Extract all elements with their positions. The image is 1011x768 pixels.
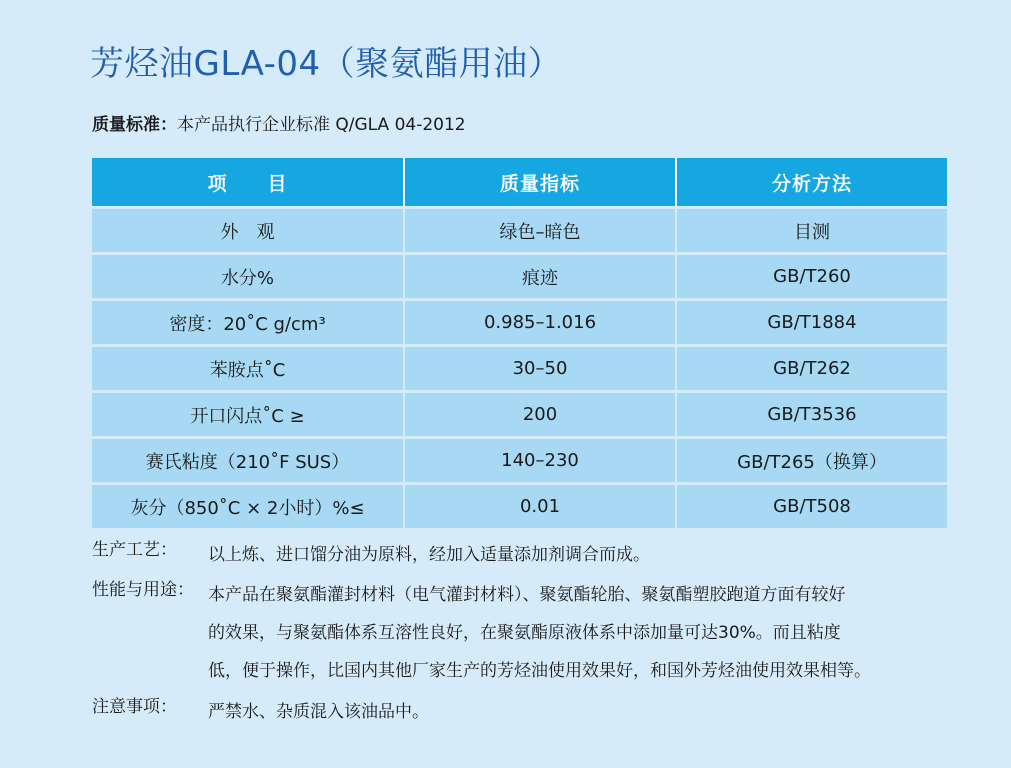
- process-label: 生产工艺：: [92, 540, 177, 560]
- quality-standard: [92, 110, 466, 135]
- quality-standard-text: 本产品执行企业标准 Q/GLA 04-2012: [177, 115, 466, 135]
- cell-item: 苯胺点˚C: [92, 346, 404, 392]
- table-row: [92, 392, 947, 438]
- usage-label: 性能与用途：: [92, 580, 194, 600]
- notice-text: 严禁水、杂质混入该油品中。: [208, 702, 429, 722]
- process-text: 以上炼、进口馏分油为原料，经加入适量添加剂调合而成。: [208, 545, 650, 565]
- cell-item: 开口闪点˚C ≥: [92, 392, 404, 438]
- usage-line: 低，便于操作，比国内其他厂家生产的芳烃油使用效果好，和国外芳烃油使用效果相等。: [208, 661, 871, 681]
- header-method: 分析方法: [676, 158, 947, 208]
- cell-spec: 30–50: [404, 346, 676, 392]
- cell-spec: 200: [404, 392, 676, 438]
- cell-item: 外 观: [92, 208, 404, 254]
- cell-spec: 痕迹: [404, 254, 676, 300]
- quality-standard-label: 质量标准：: [92, 115, 177, 135]
- cell-method: GB/T3536: [676, 392, 947, 438]
- cell-spec: 0.985–1.016: [404, 300, 676, 346]
- usage-line: 的效果，与聚氨酯体系互溶性良好，在聚氨酯原液体系中添加量可达30%。而且粘度: [208, 623, 841, 643]
- cell-item: 灰分（850˚C × 2小时）%≤: [92, 484, 404, 529]
- cell-method: GB/T260: [676, 254, 947, 300]
- cell-method: GB/T1884: [676, 300, 947, 346]
- cell-item: 密度：20˚C g/cm³: [92, 300, 404, 346]
- table-header-row: [92, 158, 947, 208]
- spec-table: [92, 158, 947, 528]
- header-item: 项 目: [92, 158, 404, 208]
- cell-method: GB/T508: [676, 484, 947, 529]
- cell-spec: 140–230: [404, 438, 676, 484]
- table-row: [92, 346, 947, 392]
- cell-method: GB/T265（换算）: [676, 438, 947, 484]
- page-title: 芳烃油GLA-04（聚氨酯用油）: [90, 44, 563, 84]
- cell-item: 水分%: [92, 254, 404, 300]
- cell-spec: 绿色–暗色: [404, 208, 676, 254]
- cell-item: 赛氏粘度（210˚F SUS）: [92, 438, 404, 484]
- table-row: [92, 254, 947, 300]
- cell-method: 目测: [676, 208, 947, 254]
- usage-line: 本产品在聚氨酯灌封材料（电气灌封材料）、聚氨酯轮胎、聚氨酯塑胶跑道方面有较好: [208, 585, 846, 605]
- table-row: [92, 208, 947, 254]
- header-spec: 质量指标: [404, 158, 676, 208]
- table-row: [92, 438, 947, 484]
- notice-label: 注意事项：: [92, 697, 177, 717]
- cell-method: GB/T262: [676, 346, 947, 392]
- table-row: [92, 484, 947, 529]
- table-row: [92, 300, 947, 346]
- cell-spec: 0.01: [404, 484, 676, 529]
